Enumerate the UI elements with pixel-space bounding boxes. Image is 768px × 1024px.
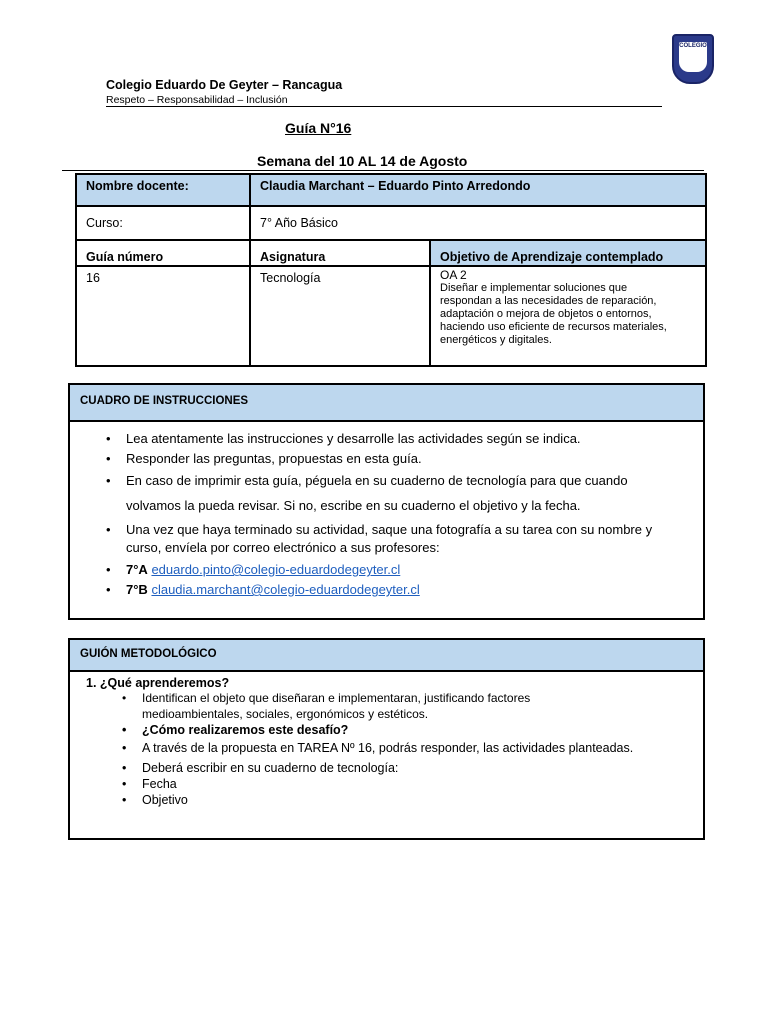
list-item: • A través de la propuesta en TAREA Nº 16, podrás responder, las actividades planteadas.	[116, 740, 703, 756]
list-item	[100, 521, 703, 557]
school-seal	[672, 34, 714, 84]
list-item-line: Identifican el objeto que diseñaran e implementaran, justificando factores	[142, 691, 531, 705]
school-motto: Respeto – Responsabilidad – Inclusión	[106, 94, 288, 106]
guia-number-value: 16	[76, 266, 250, 366]
list-item-line: curso, envíela por correo electrónico a sus profesores:	[126, 540, 440, 555]
methodology-list	[86, 690, 703, 808]
docente-value: Claudia Marchant – Eduardo Pinto Arredondo	[250, 174, 706, 206]
list-item-line: volvamos la pueda revisar. Si no, escribe en su cuaderno el objetivo y la fecha.	[126, 498, 581, 513]
curso-label: Curso:	[76, 206, 250, 240]
guide-title: Guía N°16	[285, 120, 352, 136]
motto-divider	[106, 106, 662, 107]
oa-text-2: respondan a las necesidades de reparación,	[440, 295, 657, 307]
list-item: • Objetivo	[116, 792, 703, 808]
list-item	[116, 690, 703, 722]
methodology-content	[70, 672, 703, 808]
contact-7a	[100, 561, 703, 579]
seal-text: COLEGIO	[679, 43, 707, 49]
contact-7b	[100, 581, 703, 599]
objetivo-label: Objetivo de Aprendizaje contemplado	[430, 240, 706, 266]
list-item-line: Una vez que haya terminado su actividad, saque una fotografía a su tarea con su nombre y	[126, 522, 653, 537]
contact-course: 7°B	[126, 582, 148, 597]
instructions-title: CUADRO DE INSTRUCCIONES	[70, 385, 703, 422]
asignatura-label: Asignatura	[250, 240, 430, 266]
instructions-box	[68, 383, 705, 620]
contact-course: 7°A	[126, 562, 148, 577]
question-2: • ¿Cómo realizaremos este desafío?	[116, 722, 703, 738]
list-item: • Responder las preguntas, propuestas en esta guía.	[100, 450, 703, 468]
list-item-line: En caso de imprimir esta guía, péguela en su cuaderno de tecnología para que cuando	[126, 473, 628, 488]
oa-text-3: adaptación o mejora de objetos o entornos,	[440, 308, 652, 320]
email-link[interactable]: claudia.marchant@colegio-eduardodegeyter.cl	[151, 582, 420, 597]
curso-value: 7° Año Básico	[250, 206, 706, 240]
asignatura-value: Tecnología	[250, 266, 430, 366]
list-item: • Lea atentamente las instrucciones y desarrolle las actividades según se indica.	[100, 430, 703, 448]
school-name: Colegio Eduardo De Geyter – Rancagua	[106, 78, 343, 92]
week-title: Semana del 10 AL 14 de Agosto	[257, 153, 468, 169]
question-1: 1. ¿Qué aprenderemos?	[86, 676, 230, 690]
oa-code: OA 2	[440, 268, 467, 282]
methodology-box	[68, 638, 705, 840]
docente-label: Nombre docente:	[76, 174, 250, 206]
methodology-title: GUIÓN METODOLÓGICO	[70, 640, 703, 672]
oa-text-1: Diseñar e implementar soluciones que	[440, 282, 628, 294]
list-item-line: medioambientales, sociales, ergonómicos y estéticos.	[142, 707, 429, 721]
email-link[interactable]: eduardo.pinto@colegio-eduardodegeyter.cl	[151, 562, 401, 577]
info-table	[75, 173, 707, 367]
list-item: • Deberá escribir en su cuaderno de tecnología:	[116, 760, 703, 776]
list-item: • Fecha	[116, 776, 703, 792]
oa-text-5: energéticos y digitales.	[440, 334, 552, 346]
instructions-list	[70, 422, 703, 599]
oa-text-4: haciendo uso eficiente de recursos materiales,	[440, 321, 667, 333]
list-item	[100, 472, 703, 515]
objetivo-cell	[430, 266, 706, 366]
guia-number-label: Guía número	[76, 240, 250, 266]
week-divider	[62, 170, 704, 171]
